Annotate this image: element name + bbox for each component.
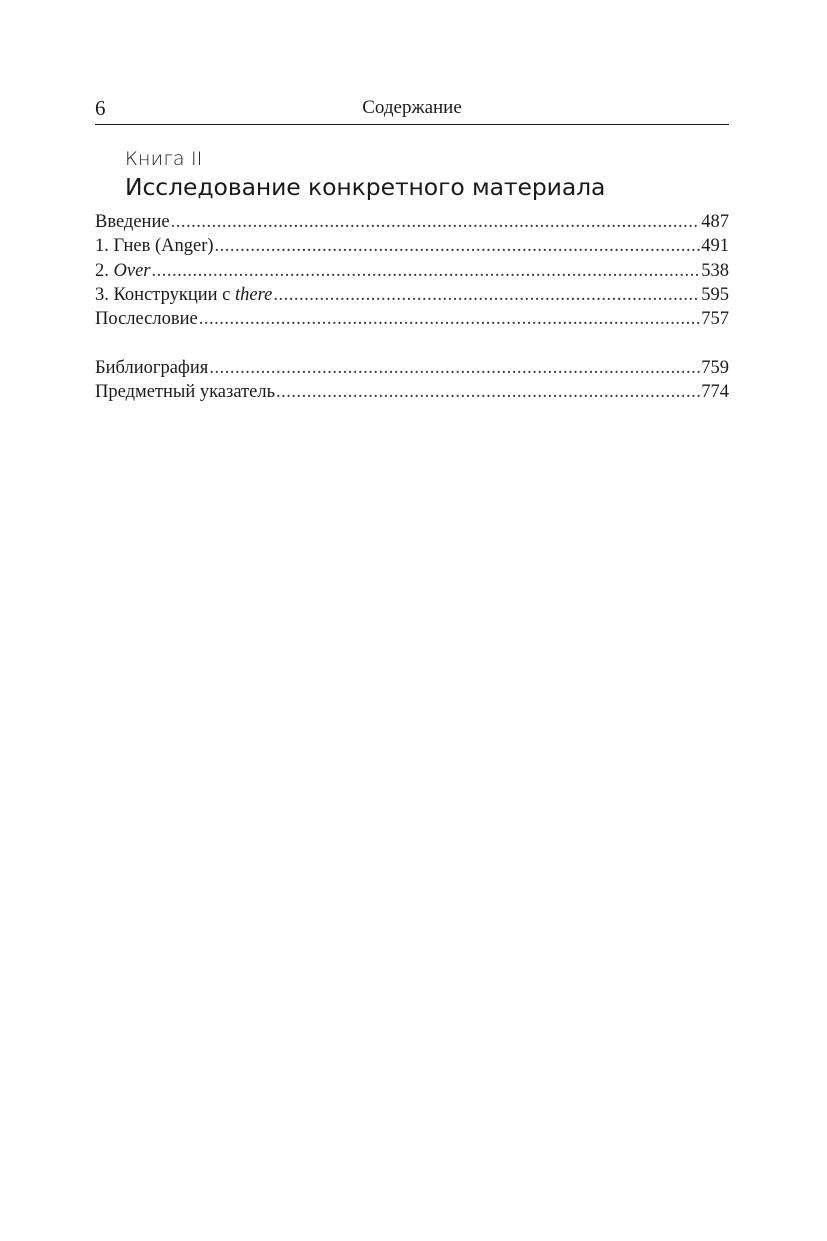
toc-main-section — [95, 210, 729, 331]
toc-entry-label: Предметный указатель — [95, 382, 276, 403]
dot-leader — [215, 234, 701, 258]
dot-leader — [199, 307, 701, 331]
dot-leader — [209, 356, 700, 380]
toc-entry-subject-index[interactable] — [95, 380, 729, 404]
toc-entry-label: 3. Конструкции с there — [95, 284, 273, 305]
toc-entry-page: 538 — [701, 260, 729, 281]
page-header — [95, 92, 729, 125]
toc-entry-page: 491 — [701, 236, 729, 257]
toc-entry-page: 757 — [701, 309, 729, 330]
dot-leader — [273, 283, 700, 307]
book-label: Книга II — [125, 148, 203, 170]
toc-entry-label: Введение — [95, 212, 170, 232]
book-title: Исследование конкретного материала — [125, 173, 606, 201]
toc-entry-label: Послесловие — [95, 309, 198, 330]
toc-back-matter — [95, 356, 729, 405]
toc-entry-label: 1. Гнев (Anger) — [95, 236, 214, 257]
toc-entry-page: 595 — [701, 284, 729, 305]
toc-entry-bibliography[interactable] — [95, 356, 729, 380]
page-number: 6 — [95, 96, 106, 120]
toc-entry-introduction[interactable] — [95, 210, 729, 234]
dot-leader — [151, 259, 700, 283]
toc-entry-page: 774 — [701, 382, 729, 403]
dot-leader — [171, 210, 701, 234]
toc-entry-label: 2. Over — [95, 260, 151, 281]
running-title: Содержание — [362, 97, 462, 118]
toc-entry-page: 487 — [701, 212, 729, 232]
toc-entry-over[interactable] — [95, 259, 729, 283]
toc-entry-anger[interactable] — [95, 234, 729, 258]
toc-entry-there-constructions[interactable] — [95, 283, 729, 307]
toc-entry-label: Библиография — [95, 358, 209, 378]
toc-entry-page: 759 — [701, 358, 729, 378]
toc-entry-afterword[interactable] — [95, 307, 729, 331]
dot-leader — [276, 380, 700, 404]
